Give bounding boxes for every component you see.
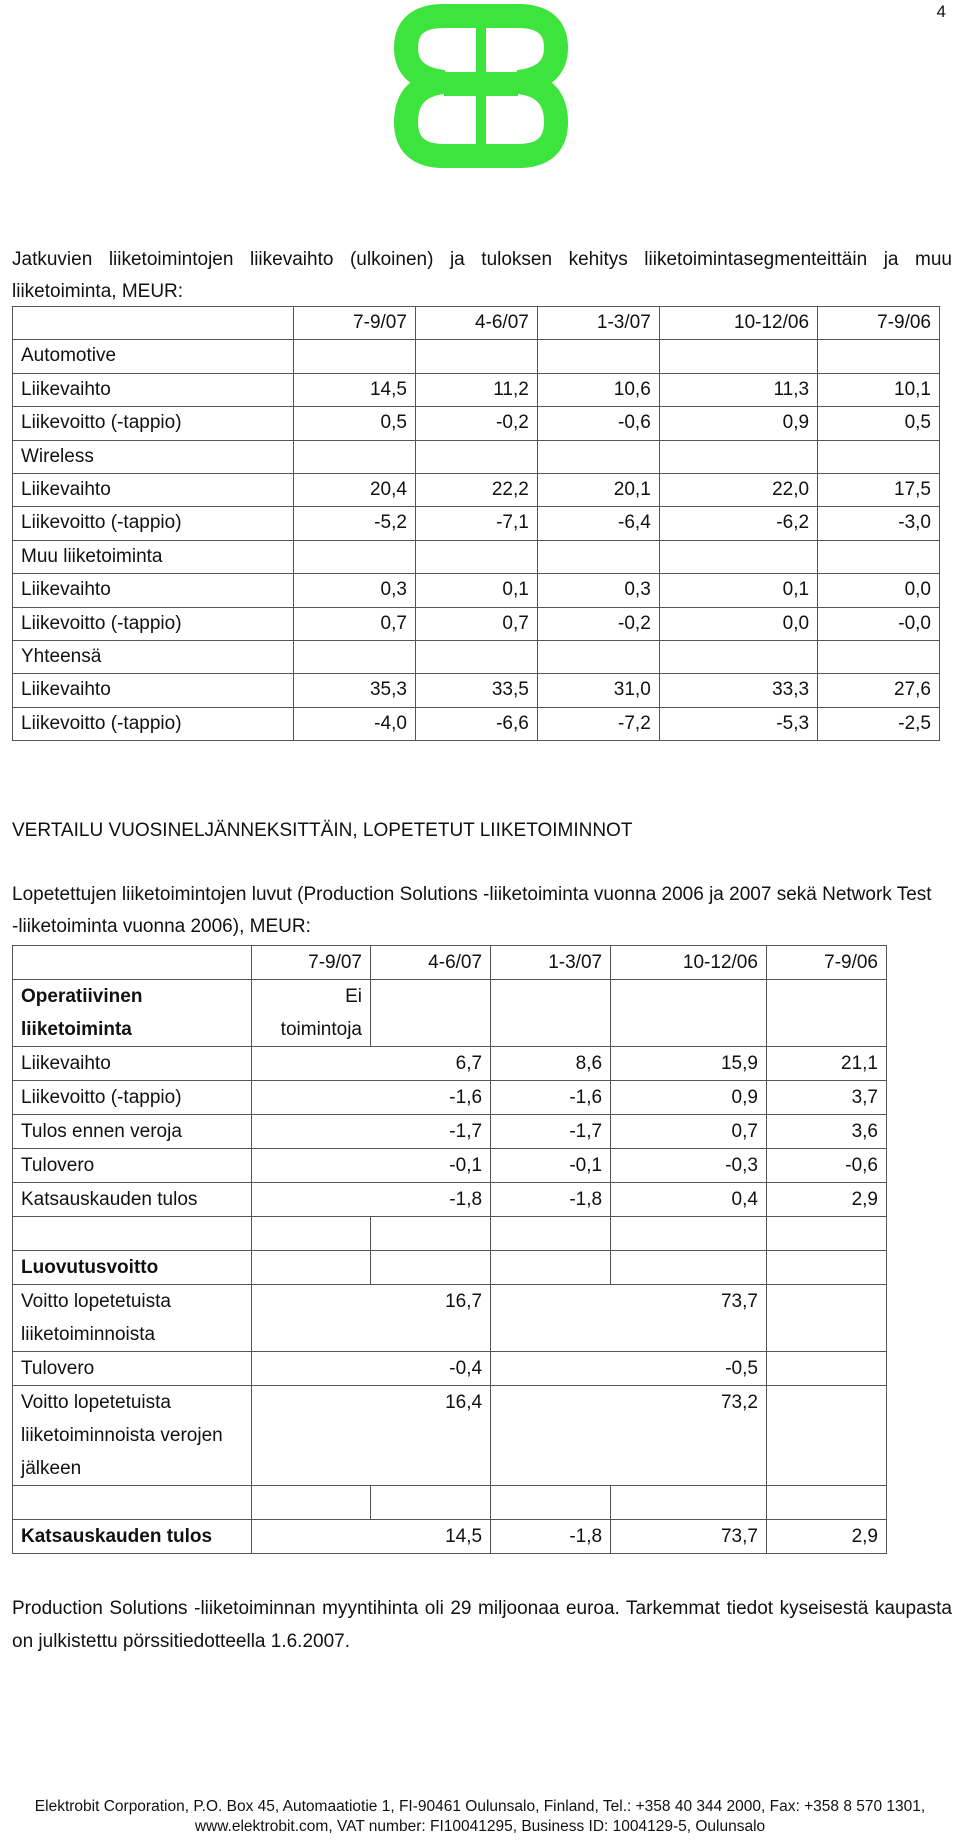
table-cell: -3,0	[818, 507, 940, 540]
group-row	[13, 1251, 887, 1285]
discontinued-table	[12, 945, 887, 1554]
table-row	[13, 574, 940, 607]
table-cell: 0,1	[415, 574, 537, 607]
column-header: 1-3/07	[491, 946, 611, 980]
section-heading: VERTAILU VUOSINELJÄNNEKSITTÄIN, LOPETETUT LIIKETOIMINNOT	[12, 820, 633, 841]
table-cell: 0,3	[537, 574, 659, 607]
table-cell: 3,6	[766, 1115, 886, 1149]
table-cell: -0,0	[818, 607, 940, 640]
table-cell: -1,7	[491, 1115, 611, 1149]
column-header: 10-12/06	[659, 307, 817, 340]
table-cell: -4,0	[294, 707, 416, 740]
table-cell: 15,9	[611, 1047, 767, 1081]
row-label: Liikevoitto (-tappio)	[13, 1081, 252, 1115]
table-cell: -0,4	[371, 1352, 491, 1386]
spacer-row	[13, 1486, 887, 1520]
operating-label: Operatiivinen liiketoiminta	[13, 980, 252, 1047]
table-cell: 31,0	[537, 674, 659, 707]
table-cell: 0,4	[611, 1183, 767, 1217]
group-row	[13, 640, 940, 673]
table-cell: 17,5	[818, 473, 940, 506]
row-label: Voitto lopetetuista liiketoiminnoista verojen jälkeen	[13, 1386, 252, 1486]
table-cell: -0,1	[491, 1149, 611, 1183]
row-label: Tulos ennen veroja	[13, 1115, 252, 1149]
group-row	[13, 540, 940, 573]
sale-price-note: Production Solutions -liiketoiminnan myyntihinta oli 29 miljoonaa euroa. Tarkemmat tiedot kyseisestä kaupasta on julkistettu pörssitiedotteella 1.6.2007.	[12, 1598, 952, 1652]
row-label: Katsauskauden tulos	[13, 1520, 252, 1554]
table-cell: 10,1	[818, 373, 940, 406]
group-row	[13, 340, 940, 373]
footer-line: www.elektrobit.com, VAT number: FI10041295, Business ID: 1004129-5, Oulunsalo	[194, 1818, 766, 1835]
table-cell: -5,3	[659, 707, 817, 740]
table-row	[13, 1081, 887, 1115]
table-row	[13, 1386, 887, 1486]
table-row	[13, 707, 940, 740]
table-cell: -1,8	[491, 1183, 611, 1217]
row-label: Liikevaihto	[13, 574, 294, 607]
row-label: Liikevaihto	[13, 1047, 252, 1081]
table-row	[13, 507, 940, 540]
segment-table	[12, 306, 940, 741]
table-cell: 73,7	[611, 1285, 767, 1352]
table-cell: -0,3	[611, 1149, 767, 1183]
row-label: Liikevoitto (-tappio)	[13, 707, 294, 740]
table-cell: -1,8	[491, 1520, 611, 1554]
group-name: Wireless	[13, 440, 294, 473]
table-cell: 2,9	[766, 1520, 886, 1554]
column-header: 7-9/07	[294, 307, 416, 340]
table-header-row	[13, 307, 940, 340]
table-cell: 33,3	[659, 674, 817, 707]
table-cell: 22,0	[659, 473, 817, 506]
row-label: Katsauskauden tulos	[13, 1183, 252, 1217]
page-number: 4	[936, 2, 946, 21]
gain-label: Luovutusvoitto	[13, 1251, 252, 1285]
row-label: Tulovero	[13, 1352, 252, 1386]
row-label: Liikevoitto (-tappio)	[13, 607, 294, 640]
table-cell: 20,4	[294, 473, 416, 506]
row-label: Liikevaihto	[13, 473, 294, 506]
table-cell: 16,4	[371, 1386, 491, 1486]
table-cell: -0,1	[371, 1149, 491, 1183]
table-cell: 0,0	[659, 607, 817, 640]
table-cell: 6,7	[371, 1047, 491, 1081]
table-cell: -5,2	[294, 507, 416, 540]
table-cell: 0,5	[818, 407, 940, 440]
table-cell: 10,6	[537, 373, 659, 406]
table-row	[13, 1115, 887, 1149]
group-name: Muu liiketoiminta	[13, 540, 294, 573]
table-cell: 11,3	[659, 373, 817, 406]
row-label: Liikevaihto	[13, 373, 294, 406]
segment-intro: Jatkuvien liiketoimintojen liikevaihto (ulkoinen) ja tuloksen kehitys liiketoimintasegmenteittäin ja muu liiketoiminta, MEUR:	[12, 249, 952, 302]
discontinued-intro: Lopetettujen liiketoimintojen luvut (Production Solutions -liiketoiminta vuonna 2006 ja 2007 sekä Network Test -liiketoiminta vuonna 2006), MEUR:	[12, 884, 932, 937]
table-cell: -7,2	[537, 707, 659, 740]
column-header: 4-6/07	[371, 946, 491, 980]
table-cell: 14,5	[294, 373, 416, 406]
table-cell: 0,5	[294, 407, 416, 440]
table-cell: -7,1	[415, 507, 537, 540]
row-label: Liikevaihto	[13, 674, 294, 707]
table-cell: 20,1	[537, 473, 659, 506]
spacer-row	[13, 1217, 887, 1251]
table-cell: -0,5	[611, 1352, 767, 1386]
table-cell: 0,0	[818, 574, 940, 607]
table-cell: -1,6	[491, 1081, 611, 1115]
table-row	[13, 1352, 887, 1386]
table-cell: -1,7	[371, 1115, 491, 1149]
table-cell: 14,5	[371, 1520, 491, 1554]
table-cell: -0,2	[415, 407, 537, 440]
table-cell: -1,8	[371, 1183, 491, 1217]
table-cell: -2,5	[818, 707, 940, 740]
column-header: 7-9/06	[766, 946, 886, 980]
table-row	[13, 1047, 887, 1081]
table-row	[13, 674, 940, 707]
table-cell: 0,7	[611, 1115, 767, 1149]
table-cell: -6,6	[415, 707, 537, 740]
group-name: Yhteensä	[13, 640, 294, 673]
group-name: Automotive	[13, 340, 294, 373]
table-cell: -0,6	[537, 407, 659, 440]
row-label: Liikevoitto (-tappio)	[13, 407, 294, 440]
table-cell: -0,2	[537, 607, 659, 640]
table-cell: 0,9	[611, 1081, 767, 1115]
table-cell: 0,3	[294, 574, 416, 607]
table-cell: 33,5	[415, 674, 537, 707]
table-cell: 0,7	[415, 607, 537, 640]
table-row	[13, 473, 940, 506]
column-header: 10-12/06	[611, 946, 767, 980]
table-cell: 22,2	[415, 473, 537, 506]
footer-line: Elektrobit Corporation, P.O. Box 45, Automaatiotie 1, FI-90461 Oulunsalo, Finland, Tel.: +358 40 344 2000, Fax: +358 8 570 1301,	[34, 1798, 926, 1815]
column-header: 1-3/07	[537, 307, 659, 340]
table-cell: 27,6	[818, 674, 940, 707]
table-cell: 73,2	[611, 1386, 767, 1486]
table-cell: 0,9	[659, 407, 817, 440]
column-header: 7-9/06	[818, 307, 940, 340]
table-row	[13, 407, 940, 440]
table-cell: -1,6	[371, 1081, 491, 1115]
table-row	[13, 1149, 887, 1183]
table-row	[13, 1285, 887, 1352]
table-cell: 21,1	[766, 1047, 886, 1081]
table-cell: 8,6	[491, 1047, 611, 1081]
group-row	[13, 440, 940, 473]
table-cell: -6,4	[537, 507, 659, 540]
group-row	[13, 980, 887, 1047]
column-header: 4-6/07	[415, 307, 537, 340]
table-cell: 73,7	[611, 1520, 767, 1554]
table-cell: 35,3	[294, 674, 416, 707]
total-row	[13, 1520, 887, 1554]
table-cell: 2,9	[766, 1183, 886, 1217]
row-label: Tulovero	[13, 1149, 252, 1183]
table-cell: -6,2	[659, 507, 817, 540]
table-row	[13, 607, 940, 640]
table-cell: 3,7	[766, 1081, 886, 1115]
column-header: 7-9/07	[252, 946, 371, 980]
eb-logo-icon	[392, 4, 570, 168]
table-cell: -0,6	[766, 1149, 886, 1183]
no-operations-note: Ei toimintoja	[252, 980, 371, 1047]
table-cell: 11,2	[415, 373, 537, 406]
table-cell: 0,7	[294, 607, 416, 640]
row-label: Liikevoitto (-tappio)	[13, 507, 294, 540]
page-footer	[0, 1797, 960, 1837]
table-row	[13, 1183, 887, 1217]
table-cell: 16,7	[371, 1285, 491, 1352]
row-label: Voitto lopetetuista liiketoiminnoista	[13, 1285, 252, 1352]
table-header-row	[13, 946, 887, 980]
table-row	[13, 373, 940, 406]
table-cell: 0,1	[659, 574, 817, 607]
